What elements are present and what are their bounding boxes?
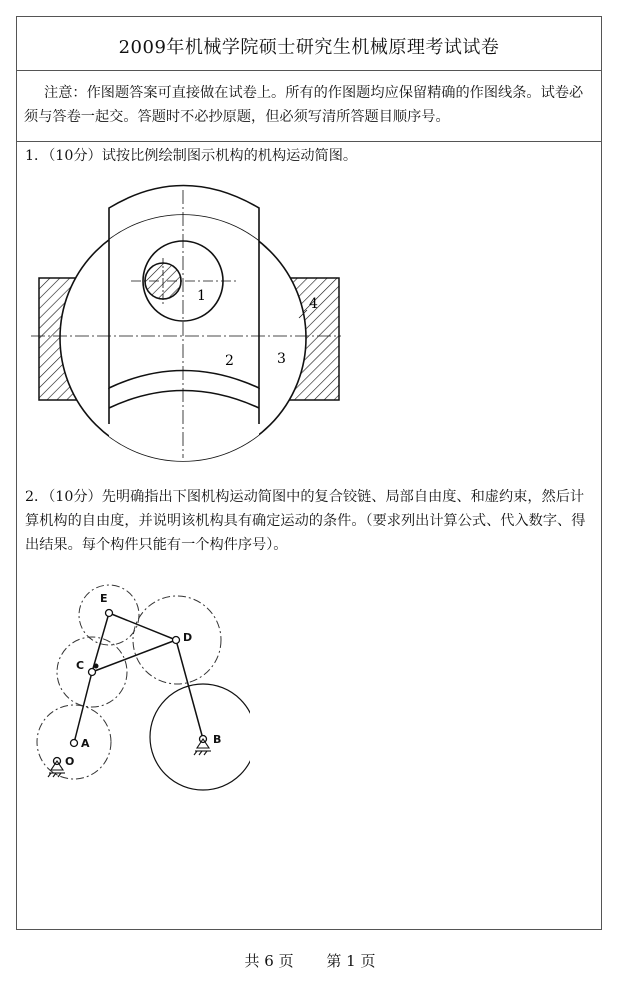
footer-total-pages: 共 6 页	[244, 952, 294, 970]
question-2-text: 2．（10分）先明确指出下图机构运动简图中的复合铰链、局部自由度、和虚约束，然后计算机构的自由度，并说明该机构具有确定运动的条件。（要求列出计算公式、代入数字、得出结果。每个构件只能有一个构件序号）。	[25, 489, 586, 553]
label-part-3: 3	[277, 351, 286, 367]
label-joint-C: C	[76, 659, 85, 672]
mechanism-figure-1	[21, 168, 351, 468]
kinematic-diagram-2	[20, 565, 250, 805]
footer-current-page: 第 1 页	[326, 952, 376, 970]
label-joint-B: B	[213, 733, 222, 746]
label-joint-D: D	[183, 631, 193, 644]
exam-notice: 注意：作图题答案可直接做在试卷上。所有的作图题均应保留精确的作图线条。试卷必须与答卷一起交。答题时不必抄原题，但必须写清所答题目顺序号。	[24, 85, 584, 125]
label-joint-E: E	[100, 592, 108, 605]
label-part-1: 1	[197, 288, 206, 304]
page-footer	[0, 950, 620, 971]
label-joint-A: A	[81, 737, 90, 750]
label-joint-O: O	[65, 755, 75, 768]
question-1-text: 1．（10分）试按比例绘制图示机构的机构运动简图。	[25, 148, 358, 164]
label-part-2: 2	[225, 353, 234, 369]
exam-title: 2009年机械学院硕士研究生机械原理考试试卷	[118, 37, 500, 58]
divider-top	[17, 70, 601, 71]
label-part-4: 4	[309, 296, 318, 312]
divider-notice	[17, 141, 601, 142]
